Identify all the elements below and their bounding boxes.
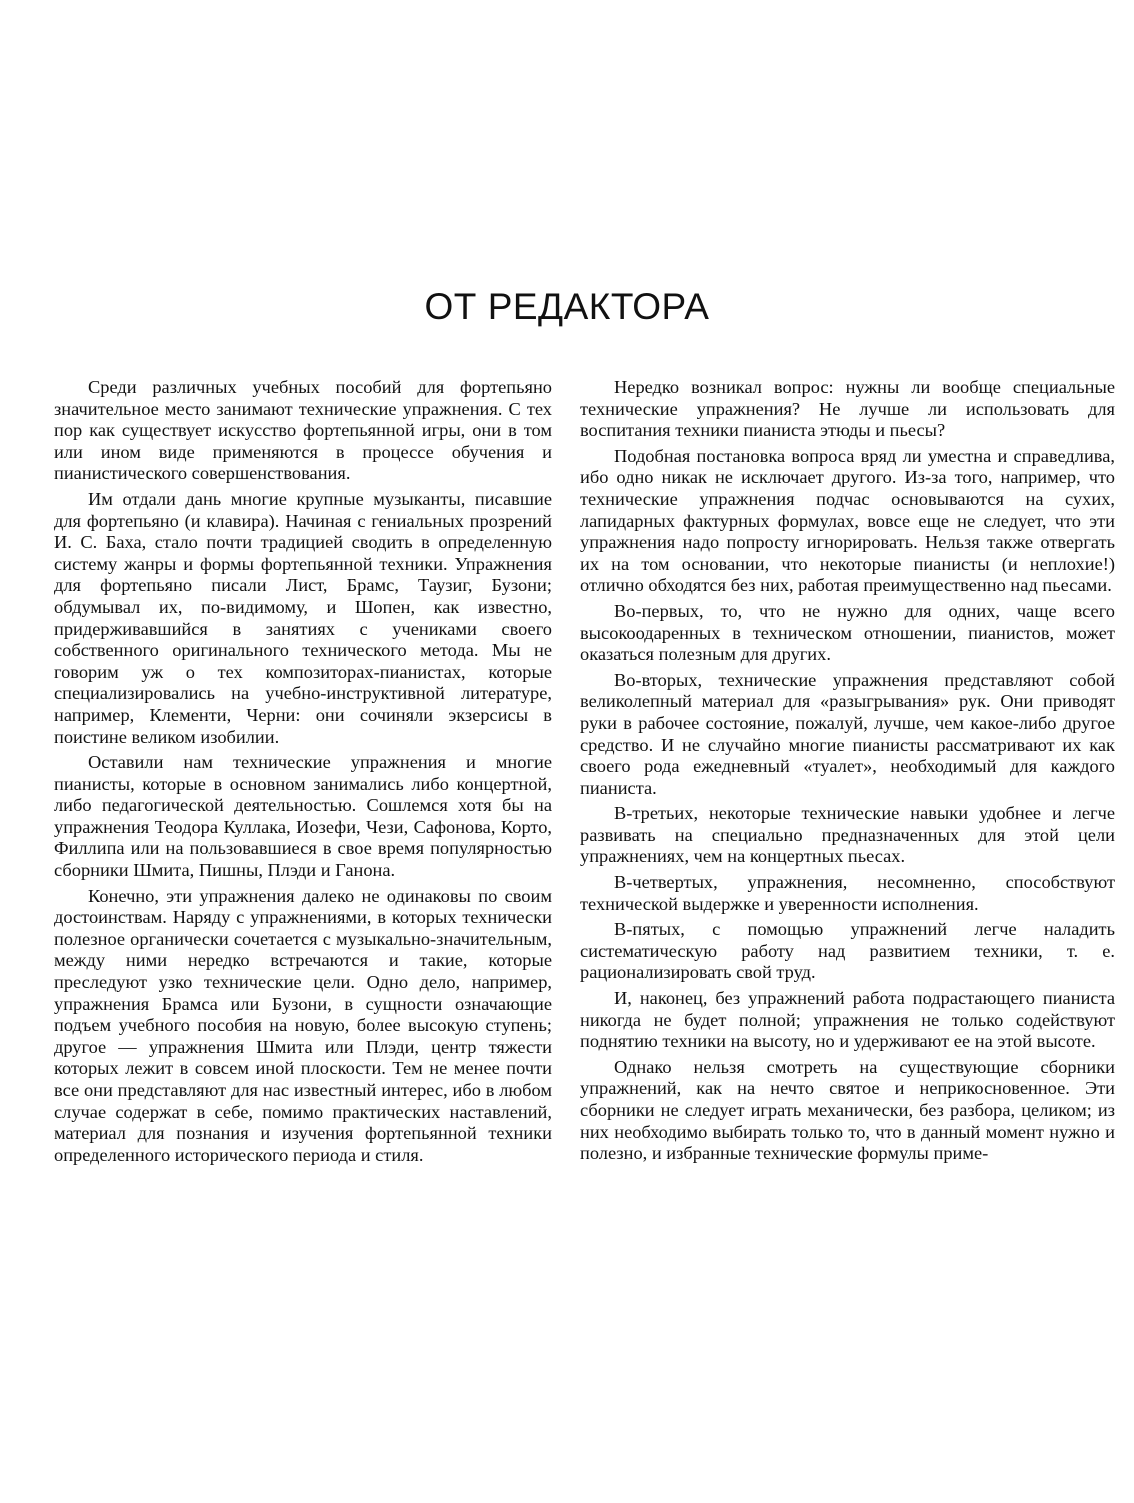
paragraph: Во-вторых, технические упражнения представляют собой великолепный материал для «разыгрывания» рук. Они приводят руки в рабочее состояние, пожалуй, лучше, чем какое-либо другое средство. И не случайно многие пианисты рассматривают их как своего рода ежедневный «туалет», необходимый для каждого пианиста. [580, 669, 1115, 798]
paragraph: Среди различных учебных пособий для фортепьяно значительное место занимают технические упражнения. С тех пор как существует искусство фортепьянной игры, они в том или ином виде применяются в процессе обучения и пианистического совершенствования. [54, 377, 552, 484]
paragraph: В-четвертых, упражнения, несомненно, способствуют технической выдержке и уверенности исполнения. [580, 872, 1115, 914]
paragraph: Им отдали дань многие крупные музыканты, писавшие для фортепьяно (и клавира). Начиная с гениальных прозрений И. С. Баха, стало почти традицией сводить в определенную систему жанры и формы фортепьянной техники. Упражнения для фортепьяно писали Лист, Брамс, Таузиг, Бузони; обдумывал их, по-видимому, и Шопен, как известно, придерживавшийся в занятиях с учениками своего собственного оригинального технического метода. Мы не говорим уж о тех композиторах-пианистах, которые специализировались на учебно-инструктивной литературе, например, Клементи, Черни: они сочиняли экзерсисы в поистине великом изобилии. [54, 488, 552, 747]
paragraph: Подобная постановка вопроса вряд ли уместна и справедлива, ибо одно никак не исключает другого. Из-за того, например, что технические упражнения подчас основываются на сухих, лапидарных фактурных формулах, вовсе еще не следует, что эти упражнения надо попросту игнорировать. Нельзя также отвергать их на том основании, что некоторые пианисты (и неплохие!) отлично обходятся без них, работая преимущественно над пьесами. [580, 445, 1115, 596]
paragraph: Конечно, эти упражнения далеко не одинаковы по своим достоинствам. Наряду с упражнениями, в которых технически полезное органически сочетается с музыкально-значительным, между ними нередко встречаются и такие, которые преследуют узко технические цели. Одно дело, например, упражнения Брамса или Бузони, в сущности означающие подъем учебного пособия на новую, более высокую ступень; другое — упражнения Шмита или Плэди, центр тяжести которых лежит в совсем иной плоскости. Тем не менее почти все они представляют для нас известный интерес, ибо в любом случае содержат в себе, помимо практических наставлений, материал для познания и изучения фортепьянной техники определенного исторического периода и стиля. [54, 885, 552, 1165]
paragraph: В-пятых, с помощью упражнений легче наладить систематическую работу над развитием техники, т. е. рационализировать свой труд. [580, 919, 1115, 983]
text-column-right [580, 377, 1115, 1169]
paragraph: В-третьих, некоторые технические навыки удобнее и легче развивать на специально предназначенных для этой цели упражнениях, чем на концертных пьесах. [580, 803, 1115, 867]
text-column-left [54, 377, 552, 1170]
paragraph: Во-первых, то, что не нужно для одних, чаще всего высокоодаренных в техническом отношении, пианистов, может оказаться полезным для других. [580, 600, 1115, 665]
paragraph: Оставили нам технические упражнения и многие пианисты, которые в основном занимались либо концертной, либо педагогической деятельностью. Сошлемся хотя бы на упражнения Теодора Куллака, Иозефи, Чези, Сафонова, Корто, Филлипа или на пользовавшиеся в свое время популярностью сборники Шмита, Пишны, Плэди и Ганона. [54, 752, 552, 881]
paragraph: Однако нельзя смотреть на существующие сборники упражнений, как на нечто святое и неприкосновенное. Эти сборники не следует играть механически, без разбора, целиком; из них необходимо выбирать только то, что в данный момент нужно и полезно, и избранные технические формулы приме- [580, 1056, 1115, 1164]
paragraph: Нередко возникал вопрос: нужны ли вообще специальные технические упражнения? Не лучше ли использовать для воспитания техники пианиста этюды и пьесы? [580, 377, 1115, 441]
page-title: ОТ РЕДАКТОРА [424, 286, 710, 327]
paragraph: И, наконец, без упражнений работа подрастающего пианиста никогда не будет полной; упражнения не только содействуют поднятию техники на высоту, но и удерживают ее на этой высоте. [580, 988, 1115, 1052]
